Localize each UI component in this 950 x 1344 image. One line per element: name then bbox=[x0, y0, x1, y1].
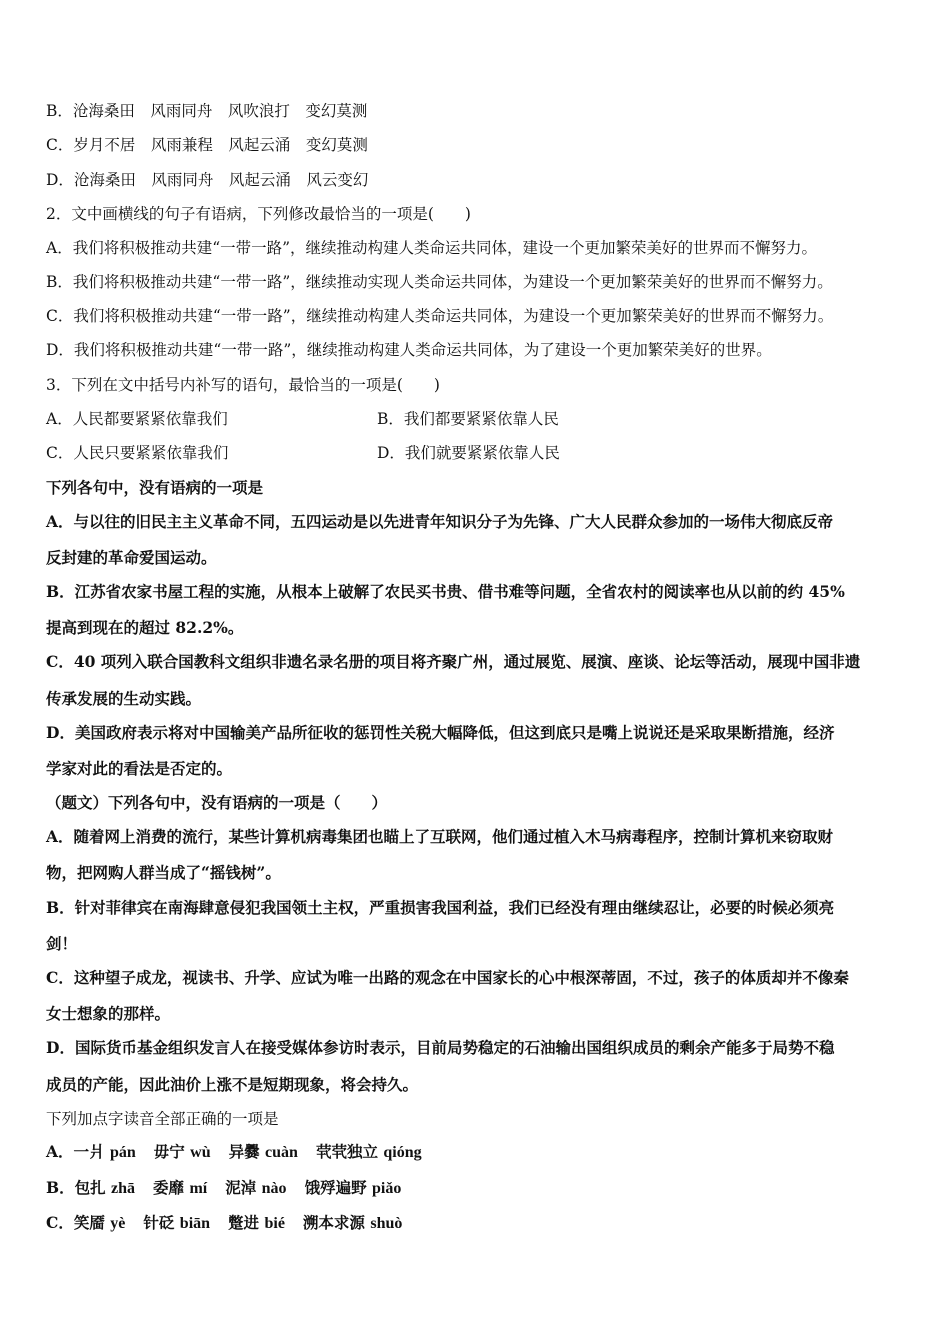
q6-a-pinyin-2: wù bbox=[190, 1144, 211, 1161]
q3-option-d: D．我们就要紧紧依靠人民 bbox=[377, 444, 560, 462]
q6-b-word-3: 泥淖 bbox=[225, 1178, 257, 1197]
q5-option-b-line2: 剑！ bbox=[46, 934, 78, 953]
q6-c-word-1: 笑靥 bbox=[73, 1213, 105, 1232]
q6-a-pinyin-4: qióng bbox=[383, 1144, 422, 1161]
q2-stem: 2．文中画横线的句子有语病，下列修改最恰当的一项是( ) bbox=[46, 205, 471, 223]
q6-stem: 下列加点字读音全部正确的一项是 bbox=[46, 1110, 279, 1128]
q5-option-a-line2: 物，把网购人群当成了“摇钱树”。 bbox=[46, 863, 281, 882]
q6-b-pinyin-3: nào bbox=[261, 1180, 287, 1197]
q6-a-pinyin-1: pán bbox=[109, 1144, 136, 1161]
q2-option-a: A．我们将积极推动共建“一带一路”，继续推动构建人类命运共同体，建设一个更加繁荣美好的世界而不懈努力。 bbox=[46, 239, 818, 257]
q4-option-b-line1: B．江苏省农家书屋工程的实施，从根本上破解了农民买书贵、借书难等问题，全省农村的阅读率也从以前的约 45% bbox=[46, 582, 845, 601]
q6-c-label: C． bbox=[46, 1213, 74, 1232]
q4-option-a-line1: A．与以往的旧民主主义革命不同，五四运动是以先进青年知识分子为先锋、广大人民群众参加的一场伟大彻底反帝 bbox=[46, 512, 834, 531]
q6-b-pinyin-1: zhā bbox=[111, 1180, 136, 1197]
q6-a-word-4: 茕茕独立 bbox=[315, 1142, 378, 1161]
q6-b-word-2: 委靡 bbox=[153, 1178, 185, 1197]
q6-option-c bbox=[46, 1213, 910, 1234]
q5-stem: （题文）下列各句中，没有语病的一项是（ ） bbox=[46, 793, 388, 812]
q6-c-pinyin-4: shuò bbox=[370, 1215, 403, 1232]
q6-c-word-2: 针砭 bbox=[143, 1213, 175, 1232]
q5-option-d-line2: 成员的产能，因此油价上涨不是短期现象，将会持久。 bbox=[46, 1075, 419, 1094]
q1-option-d: D．沧海桑田 风雨同舟 风起云涌 风云变幻 bbox=[46, 171, 369, 189]
q4-stem: 下列各句中，没有语病的一项是 bbox=[46, 478, 264, 497]
q6-a-pinyin-3: cuàn bbox=[265, 1144, 298, 1161]
q4-option-c-line1: C．40 项列入联合国教科文组织非遗名录名册的项目将齐聚广州，通过展览、展演、座谈、论坛等活动，展现中国非遗 bbox=[46, 652, 861, 671]
q6-b-word-1: 包扎 bbox=[74, 1178, 106, 1197]
q5-option-d-line1: D．国际货币基金组织发言人在接受媒体参访时表示，目前局势稳定的石油输出国组织成员的剩余产能多于局势不稳 bbox=[46, 1038, 835, 1057]
q6-b-label: B． bbox=[46, 1178, 75, 1197]
q6-a-word-1: 一爿 bbox=[73, 1142, 105, 1161]
q6-c-word-3: 蹩进 bbox=[228, 1213, 260, 1232]
q6-c-pinyin-1: yè bbox=[110, 1215, 126, 1232]
q5-option-b-line1: B．针对菲律宾在南海肆意侵犯我国领土主权，严重损害我国利益，我们已经没有理由继续忍让，必要的时候必须亮 bbox=[46, 898, 835, 917]
q6-c-word-4: 溯本求源 bbox=[302, 1213, 365, 1232]
q6-c-pinyin-2: biān bbox=[179, 1215, 211, 1232]
q3-option-a: A．人民都要紧紧依靠我们 bbox=[46, 410, 228, 428]
q3-option-c: C．人民只要紧紧依靠我们 bbox=[46, 444, 229, 462]
q6-b-pinyin-4: piǎo bbox=[371, 1180, 402, 1197]
q6-a-word-3: 异爨 bbox=[228, 1142, 260, 1161]
q5-option-a-line1: A．随着网上消费的流行，某些计算机病毒集团也瞄上了互联网，他们通过植入木马病毒程序，控制计算机来窃取财 bbox=[46, 827, 834, 846]
q4-option-b-line2: 提高到现在的超过 82.2%。 bbox=[46, 618, 244, 637]
q6-option-b bbox=[46, 1178, 910, 1199]
q4-option-c-line2: 传承发展的生动实践。 bbox=[46, 689, 202, 708]
q6-a-label: A． bbox=[46, 1142, 74, 1161]
q2-option-d: D．我们将积极推动共建“一带一路”，继续推动构建人类命运共同体，为了建设一个更加繁荣美好的世界。 bbox=[46, 341, 772, 359]
q6-b-word-4: 饿殍遍野 bbox=[304, 1178, 367, 1197]
q4-option-d-line1: D．美国政府表示将对中国输美产品所征收的惩罚性关税大幅降低，但这到底只是嘴上说说还是采取果断措施，经济 bbox=[46, 723, 835, 742]
q6-b-pinyin-2: mí bbox=[189, 1180, 208, 1197]
q3-option-b: B．我们都要紧紧依靠人民 bbox=[377, 410, 559, 428]
q6-a-word-2: 毋宁 bbox=[153, 1142, 185, 1161]
q1-option-c: C．岁月不居 风雨兼程 风起云涌 变幻莫测 bbox=[46, 136, 368, 154]
q5-option-c-line1: C．这种望子成龙，视读书、升学、应试为唯一出路的观念在中国家长的心中根深蒂固，不过，孩子的体质却并不像秦 bbox=[46, 968, 849, 987]
q3-row-2 bbox=[46, 443, 910, 463]
q2-option-c: C．我们将积极推动共建“一带一路”，继续推动构建人类命运共同体，为建设一个更加繁荣美好的世界而不懈努力。 bbox=[46, 307, 834, 325]
q4-option-d-line2: 学家对此的看法是否定的。 bbox=[46, 759, 233, 778]
q3-row-1 bbox=[46, 409, 910, 429]
q4-option-a-line2: 反封建的革命爱国运动。 bbox=[46, 548, 217, 567]
q3-stem: 3．下列在文中括号内补写的语句，最恰当的一项是( ) bbox=[46, 376, 440, 394]
q5-option-c-line2: 女士想象的那样。 bbox=[46, 1004, 171, 1023]
q6-c-pinyin-3: bié bbox=[264, 1215, 285, 1232]
q2-option-b: B．我们将积极推动共建“一带一路”，继续推动实现人类命运共同体，为建设一个更加繁荣美好的世界而不懈努力。 bbox=[46, 273, 833, 291]
q1-option-b: B．沧海桑田 风雨同舟 风吹浪打 变幻莫测 bbox=[46, 102, 368, 120]
q6-option-a bbox=[46, 1142, 910, 1163]
